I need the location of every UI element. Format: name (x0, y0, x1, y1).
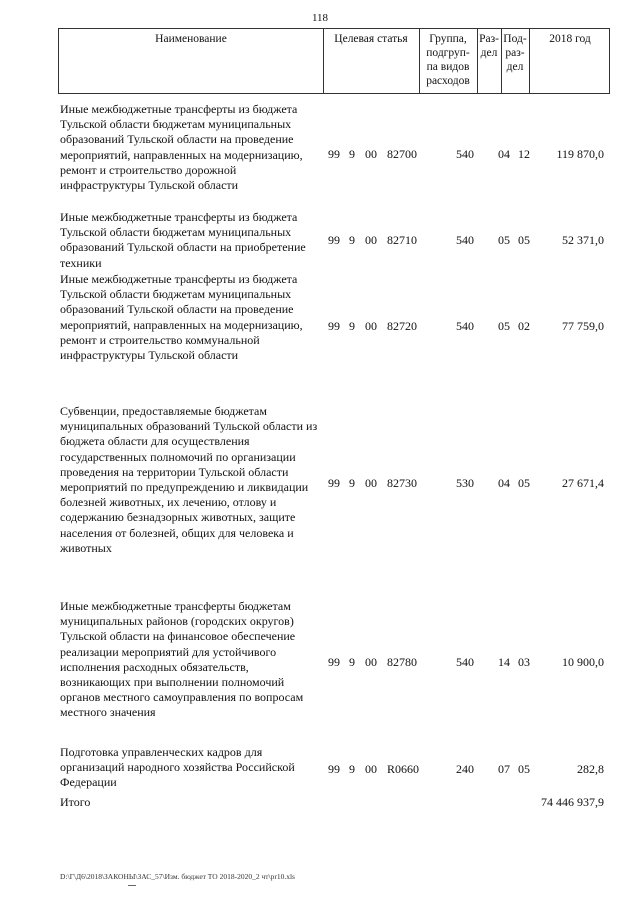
razdel-code: 05 (498, 233, 510, 247)
target-code-2: 9 (349, 319, 355, 333)
target-code-3: 00 (365, 233, 377, 247)
amount: 77 759,0 (562, 319, 604, 333)
total-label: Итого (60, 795, 91, 809)
razdel-code: 04 (498, 476, 510, 490)
row-name: Иные межбюджетные трансферты бюджетам муниципальных районов (городских округов) Тульской области на финансовое обеспечение реализации мероприятий для устойчивого исполнения расходных обязательств, возникающих при выполнении полномочий органов местного самоуправления по вопросам местного значения (60, 599, 304, 720)
footer-divider (128, 885, 136, 886)
row-name: Субвенции, предоставляемые бюджетам муниципальных образований Тульской области из бюджета области для осуществления государственных полномочий по организации проведения на территории Тульской области мероприятий по предупреждению и ликвидации болезней животных, их лечению, отлову и содержанию безнадзорных животных, защите населения от болезней, общих для человека и животных (60, 404, 318, 555)
amount: 27 671,4 (562, 476, 604, 490)
podrazdel-code: 05 (518, 762, 530, 776)
target-code-4: R0660 (387, 762, 420, 776)
row-name: Иные межбюджетные трансферты из бюджета Тульской области бюджетам муниципальных образований Тульской области на проведение мероприятий, направленных на модернизацию, ремонт и строительство коммунальной инфраструктуры Тульской области (60, 272, 303, 363)
target-code-1: 99 (328, 762, 340, 776)
target-code-1: 99 (328, 319, 340, 333)
row-name: Иные межбюджетные трансферты из бюджета Тульской области бюджетам муниципальных образований Тульской области на проведение мероприятий, направленных на модернизацию, ремонт и строительство дорожной инфраструктуры Тульской области (60, 102, 303, 193)
podrazdel-code: 12 (518, 147, 530, 161)
target-code-1: 99 (328, 655, 340, 669)
group-code: 240 (456, 762, 474, 776)
total-value: 74 446 937,9 (541, 795, 604, 809)
amount: 282,8 (577, 762, 604, 776)
target-code-2: 9 (349, 762, 355, 776)
page-number: 118 (311, 12, 329, 24)
target-code-3: 00 (365, 476, 377, 490)
podrazdel-code: 02 (518, 319, 530, 333)
header-name: Наименование (155, 33, 227, 45)
target-code-4: 82780 (387, 655, 417, 669)
header-group: Группа, подгруп- па видов расходов (426, 33, 470, 87)
group-code: 540 (456, 233, 474, 247)
group-code: 540 (456, 147, 474, 161)
target-code-2: 9 (349, 147, 355, 161)
target-code-3: 00 (365, 655, 377, 669)
amount: 10 900,0 (562, 655, 604, 669)
table-header (58, 28, 610, 94)
target-code-1: 99 (328, 147, 340, 161)
header-target-article: Целевая статья (334, 33, 408, 45)
target-code-3: 00 (365, 319, 377, 333)
target-code-4: 82730 (387, 476, 417, 490)
podrazdel-code: 05 (518, 233, 530, 247)
row-name: Иные межбюджетные трансферты из бюджета Тульской области бюджетам муниципальных образований Тульской области на приобретение техники (60, 210, 306, 270)
podrazdel-code: 05 (518, 476, 530, 490)
header-podrazdel: Под- раз- дел (503, 33, 527, 73)
target-code-1: 99 (328, 476, 340, 490)
target-code-2: 9 (349, 233, 355, 247)
header-year: 2018 год (549, 33, 591, 45)
target-code-3: 00 (365, 147, 377, 161)
header-razdel: Раз- дел (479, 33, 499, 59)
podrazdel-code: 03 (518, 655, 530, 669)
razdel-code: 07 (498, 762, 510, 776)
target-code-4: 82720 (387, 319, 417, 333)
group-code: 540 (456, 319, 474, 333)
target-code-2: 9 (349, 655, 355, 669)
target-code-2: 9 (349, 476, 355, 490)
group-code: 530 (456, 476, 474, 490)
target-code-1: 99 (328, 233, 340, 247)
razdel-code: 04 (498, 147, 510, 161)
target-code-4: 82710 (387, 233, 417, 247)
target-code-3: 00 (365, 762, 377, 776)
amount: 52 371,0 (562, 233, 604, 247)
amount: 119 870,0 (556, 147, 604, 161)
razdel-code: 05 (498, 319, 510, 333)
target-code-4: 82700 (387, 147, 417, 161)
razdel-code: 14 (498, 655, 510, 669)
row-name: Подготовка управленческих кадров для организаций народного хозяйства Российской Федерации (60, 745, 295, 790)
footer-file-path: D:\Г\Д6\2018\ЗАКОНЫ\ЗАС_57\Изм. бюджет ТО 2018-2020_2 чт\pr10.xls (60, 872, 295, 881)
group-code: 540 (456, 655, 474, 669)
